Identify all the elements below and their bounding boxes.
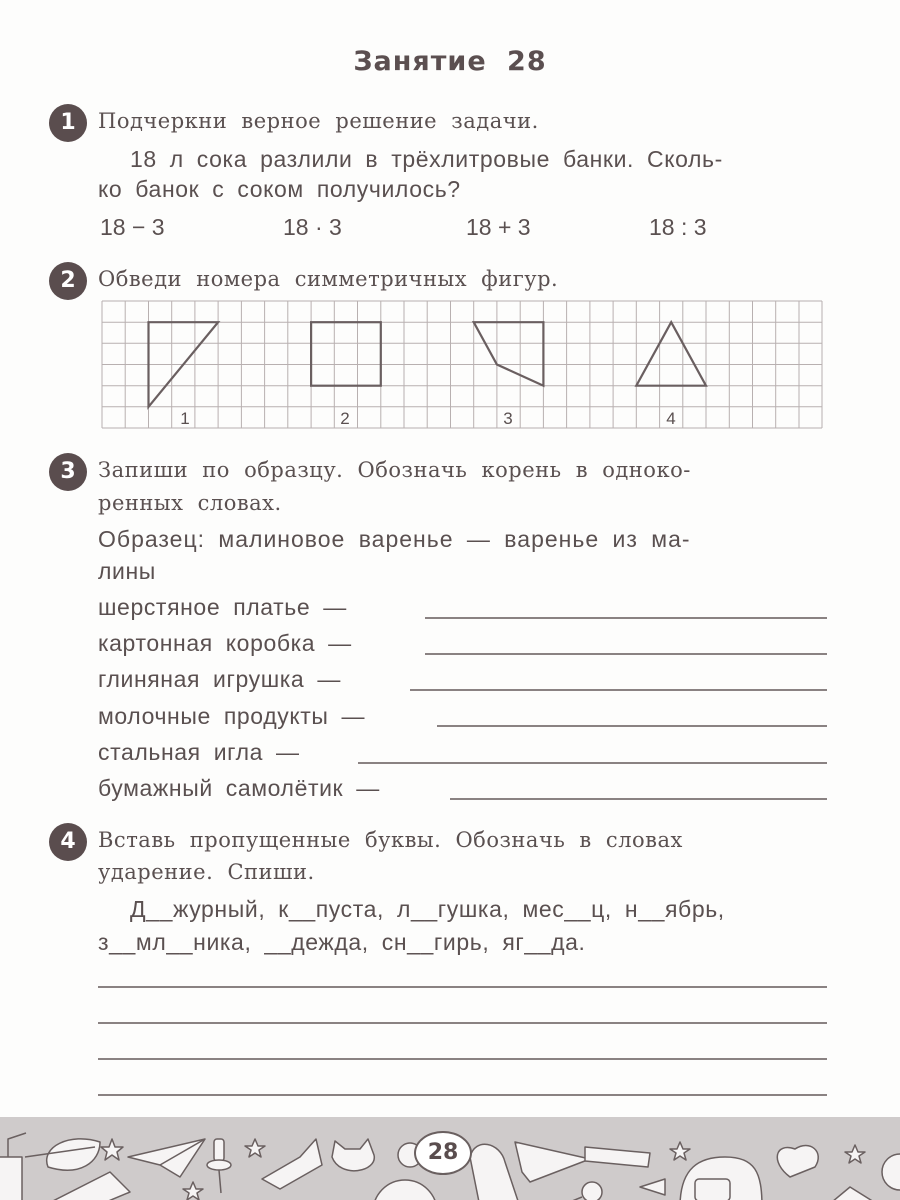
heart-icon (777, 1145, 818, 1177)
answer-line-3[interactable] (410, 689, 827, 691)
writing-line-4[interactable] (98, 1094, 827, 1096)
task-1-instruction: Подчеркни верное решение задачи. (98, 109, 539, 133)
bird-icon (470, 1144, 520, 1200)
grid-lines (102, 301, 822, 428)
globe-icon (373, 1180, 437, 1200)
figure-3-quadrilateral (474, 322, 544, 386)
answer-line-4[interactable] (437, 725, 827, 727)
figure-label-2[interactable]: 2 (340, 409, 350, 428)
figure-label-4[interactable]: 4 (666, 409, 676, 428)
task-3-example-line-2: лины (98, 558, 156, 584)
bell-icon (640, 1179, 665, 1195)
sneaker-icon (262, 1139, 322, 1189)
envelope-icon (820, 1187, 890, 1200)
push-pin-icon (214, 1139, 224, 1161)
task-2-instruction: Обведи номера симметричных фигур. (98, 267, 559, 291)
answer-option-3[interactable]: 18 + 3 (466, 214, 531, 240)
task-number-badge-3: 3 (49, 453, 87, 491)
eraser-icon (45, 1172, 130, 1200)
task-4-instruction-line-1: Вставь пропущенные буквы. Обозначь в словах (98, 828, 683, 852)
task-1-problem-line-2: ко банок с соком получилось? (98, 176, 461, 202)
apple-icon (882, 1154, 900, 1190)
writing-line-2[interactable] (98, 1022, 827, 1024)
pencil-icon (585, 1147, 650, 1167)
paper-plane-icon (128, 1139, 205, 1177)
answer-line-5[interactable] (358, 762, 827, 764)
task-3-example-line-1: Образец: малиновое варенье — варенье из ма- (98, 526, 691, 552)
lollipop-icon (582, 1182, 602, 1200)
answer-option-2[interactable]: 18 · 3 (283, 214, 342, 240)
task-number-badge-1: 1 (49, 104, 87, 142)
star-icon (670, 1142, 690, 1160)
page-number: 28 (414, 1131, 472, 1175)
answer-option-4[interactable]: 18 : 3 (649, 214, 707, 240)
phrase-item-6: бумажный самолётик — (98, 775, 380, 801)
figure-label-3[interactable]: 3 (503, 409, 513, 428)
leaf-icon (47, 1139, 100, 1170)
straw-icon (8, 1133, 26, 1157)
juice-box-icon (0, 1157, 22, 1200)
footer-doodle-band (0, 1117, 900, 1200)
task-3-instruction-line-1: Запиши по образцу. Обозначь корень в одноко- (98, 458, 691, 482)
phrase-item-4: молочные продукты — (98, 703, 366, 729)
answer-option-1[interactable]: 18 − 3 (100, 214, 165, 240)
answer-line-2[interactable] (425, 653, 827, 655)
task-4-instruction-line-2: ударение. Спиши. (98, 860, 315, 884)
writing-line-1[interactable] (98, 986, 827, 988)
answer-line-6[interactable] (450, 798, 827, 800)
symmetry-grid (100, 299, 826, 431)
star-icon (101, 1139, 123, 1160)
paper-plane-icon (515, 1142, 590, 1182)
task-3-instruction-line-2: ренных словах. (98, 491, 282, 515)
task-number-badge-2: 2 (49, 262, 87, 300)
figure-2-rectangle (311, 322, 381, 386)
page-title: Занятие 28 (353, 46, 547, 77)
cat-icon (332, 1139, 374, 1171)
answer-line-1[interactable] (425, 617, 827, 619)
task-4-words-line-2: з__мл__ника, __дежда, сн__гирь, яг__да. (98, 929, 586, 955)
phrase-item-1: шерстяное платье — (98, 594, 347, 620)
task-number-badge-4: 4 (49, 823, 87, 861)
phrase-item-2: картонная коробка — (98, 630, 352, 656)
writing-line-3[interactable] (98, 1058, 827, 1060)
task-1-problem-line-1: 18 л сока разлили в трёхлитровые банки. Сколь- (130, 146, 723, 172)
phrase-item-3: глиняная игрушка — (98, 666, 341, 692)
figure-label-1[interactable]: 1 (180, 409, 190, 428)
task-4-words-line-1: Д__журный, к__пуста, л__гушка, мес__ц, н__ябрь, (130, 896, 725, 922)
figure-4-isosceles-triangle (636, 322, 706, 386)
star-icon (245, 1139, 265, 1157)
star-icon (183, 1182, 203, 1200)
star-icon (845, 1145, 865, 1163)
phrase-item-5: стальная игла — (98, 739, 300, 765)
